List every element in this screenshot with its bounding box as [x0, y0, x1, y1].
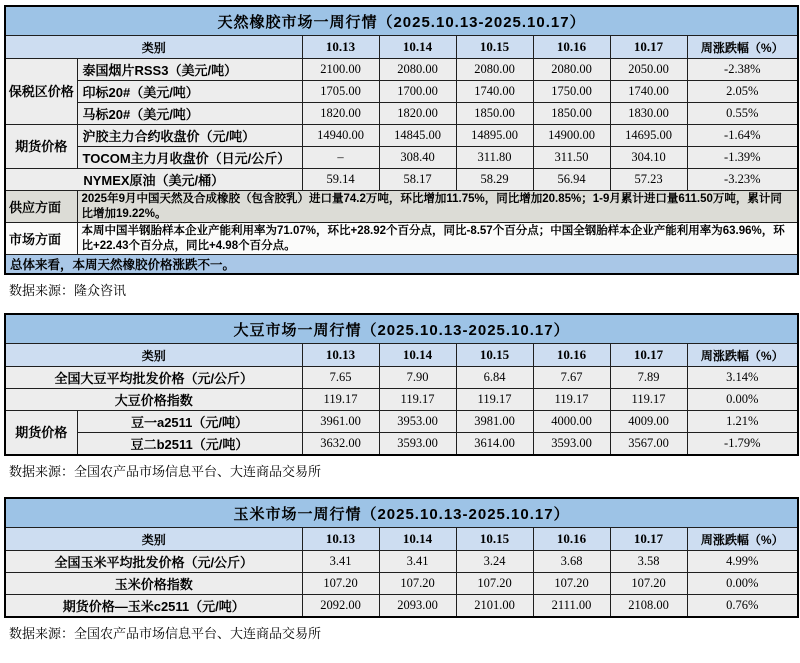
column-header-category: 类别: [5, 36, 302, 59]
corn-table-title: 玉米市场一周行情（2025.10.13-2025.10.17）: [5, 498, 798, 528]
table-row: [5, 147, 798, 169]
value-cell: 2093.00: [379, 595, 456, 618]
data-source: 数据来源：全国农产品市场信息平台、大连商品交易所: [9, 626, 322, 641]
column-header-date: 10.17: [610, 36, 687, 59]
value-cell: 3.68: [533, 551, 610, 573]
table-row: [5, 59, 798, 81]
value-cell: 311.80: [456, 147, 533, 169]
value-cell: 14695.00: [610, 125, 687, 147]
change-cell: 3.14%: [687, 367, 798, 389]
row-label: 豆一a2511（元/吨）: [77, 411, 302, 433]
column-header-date: 10.17: [610, 528, 687, 551]
change-cell: 0.00%: [687, 389, 798, 411]
value-cell: 1850.00: [533, 103, 610, 125]
value-cell: 59.14: [302, 169, 379, 191]
value-cell: 14940.00: [302, 125, 379, 147]
supply-label: 供应方面: [5, 191, 77, 223]
change-cell: -3.23%: [687, 169, 798, 191]
table-row: [5, 595, 798, 618]
value-cell: 2080.00: [379, 59, 456, 81]
corn-table: [4, 497, 799, 618]
value-cell: 3632.00: [302, 433, 379, 456]
change-cell: -1.64%: [687, 125, 798, 147]
row-label: 全国大豆平均批发价格（元/公斤）: [5, 367, 302, 389]
row-label: 印标20#（美元/吨）: [77, 81, 302, 103]
row-group-label: 期货价格: [5, 125, 77, 169]
value-cell: 1830.00: [610, 103, 687, 125]
value-cell: 3593.00: [533, 433, 610, 456]
row-label: TOCOM主力月收盘价（日元/公斤）: [77, 147, 302, 169]
value-cell: 2092.00: [302, 595, 379, 618]
column-header-date: 10.14: [379, 528, 456, 551]
change-cell: -1.39%: [687, 147, 798, 169]
value-cell: 1705.00: [302, 81, 379, 103]
column-header-change: 周涨跌幅（%）: [687, 528, 798, 551]
rubber-table-title: 天然橡胶市场一周行情（2025.10.13-2025.10.17）: [5, 6, 798, 36]
row-label: NYMEX原油（美元/桶）: [5, 169, 302, 191]
market-label: 市场方面: [5, 223, 77, 255]
column-header-date: 10.13: [302, 36, 379, 59]
table-row: [5, 573, 798, 595]
value-cell: 2080.00: [456, 59, 533, 81]
value-cell: 3.24: [456, 551, 533, 573]
row-label: 全国玉米平均批发价格（元/公斤）: [5, 551, 302, 573]
row-label: 泰国烟片RSS3（美元/吨）: [77, 59, 302, 81]
value-cell: 107.20: [456, 573, 533, 595]
value-cell: 58.17: [379, 169, 456, 191]
value-cell: 58.29: [456, 169, 533, 191]
table-row: [5, 367, 798, 389]
value-cell: 1740.00: [610, 81, 687, 103]
table-row: [5, 169, 798, 191]
value-cell: 119.17: [610, 389, 687, 411]
value-cell: 3961.00: [302, 411, 379, 433]
value-cell: 1820.00: [379, 103, 456, 125]
change-cell: 0.76%: [687, 595, 798, 618]
market-row: [5, 223, 798, 255]
corn-header-row: [5, 528, 798, 551]
column-header-change: 周涨跌幅（%）: [687, 36, 798, 59]
table-row: [5, 411, 798, 433]
soybean-header-row: [5, 344, 798, 367]
value-cell: 3.41: [302, 551, 379, 573]
value-cell: 56.94: [533, 169, 610, 191]
value-cell: 4009.00: [610, 411, 687, 433]
soybean-table: [4, 313, 799, 456]
column-header-date: 10.17: [610, 344, 687, 367]
value-cell: 3.58: [610, 551, 687, 573]
value-cell: 7.65: [302, 367, 379, 389]
value-cell: 107.20: [379, 573, 456, 595]
row-label: 期货价格—玉米c2511（元/吨）: [5, 595, 302, 618]
value-cell: 7.89: [610, 367, 687, 389]
value-cell: 119.17: [302, 389, 379, 411]
value-cell: 1750.00: [533, 81, 610, 103]
value-cell: 1700.00: [379, 81, 456, 103]
table-row: [5, 103, 798, 125]
column-header-date: 10.16: [533, 528, 610, 551]
value-cell: 57.23: [610, 169, 687, 191]
value-cell: 3.41: [379, 551, 456, 573]
column-header-date: 10.14: [379, 344, 456, 367]
value-cell: 304.10: [610, 147, 687, 169]
value-cell: 119.17: [379, 389, 456, 411]
value-cell: 2101.00: [456, 595, 533, 618]
column-header-date: 10.15: [456, 528, 533, 551]
value-cell: 2050.00: [610, 59, 687, 81]
value-cell: 107.20: [610, 573, 687, 595]
column-header-date: 10.13: [302, 344, 379, 367]
column-header-date: 10.13: [302, 528, 379, 551]
value-cell: 6.84: [456, 367, 533, 389]
market-note: 本周中国半钢胎样本企业产能利用率为71.07%，环比+28.92个百分点，同比-8.57个百分点；中国全钢胎样本企业产能利用率为63.96%，环比+22.43个百分点，同比+4.98个百分点。: [77, 223, 798, 255]
table-row: [5, 125, 798, 147]
data-source: 数据来源：全国农产品市场信息平台、大连商品交易所: [9, 464, 322, 479]
row-group-label: 保税区价格: [5, 59, 77, 125]
rubber-table: [4, 5, 799, 275]
table-row: [5, 433, 798, 456]
value-cell: 3614.00: [456, 433, 533, 456]
column-header-date: 10.15: [456, 36, 533, 59]
column-header-change: 周涨跌幅（%）: [687, 344, 798, 367]
value-cell: 119.17: [533, 389, 610, 411]
column-header-date: 10.15: [456, 344, 533, 367]
change-cell: 0.00%: [687, 573, 798, 595]
row-label: 马标20#（美元/吨）: [77, 103, 302, 125]
value-cell: 1740.00: [456, 81, 533, 103]
table-row: [5, 81, 798, 103]
soybean-table-title: 大豆市场一周行情（2025.10.13-2025.10.17）: [5, 314, 798, 344]
value-cell: 2080.00: [533, 59, 610, 81]
summary-note: 总体来看，本周天然橡胶价格涨跌不一。: [5, 255, 798, 275]
row-label: 沪胶主力合约收盘价（元/吨）: [77, 125, 302, 147]
value-cell: 3567.00: [610, 433, 687, 456]
value-cell: 14900.00: [533, 125, 610, 147]
row-group-label: 期货价格: [5, 411, 77, 456]
value-cell: 3593.00: [379, 433, 456, 456]
change-cell: -2.38%: [687, 59, 798, 81]
value-cell: –: [302, 147, 379, 169]
value-cell: 14895.00: [456, 125, 533, 147]
value-cell: 119.17: [456, 389, 533, 411]
value-cell: 1850.00: [456, 103, 533, 125]
table-row: [5, 389, 798, 411]
column-header-date: 10.16: [533, 36, 610, 59]
change-cell: -1.79%: [687, 433, 798, 456]
supply-note: 2025年9月中国天然及合成橡胶（包含胶乳）进口量74.2万吨，环比增加11.75%，同比增加20.85%；1-9月累计进口量611.50万吨，累计同比增加19.22%。: [77, 191, 798, 223]
value-cell: 4000.00: [533, 411, 610, 433]
change-cell: 0.55%: [687, 103, 798, 125]
value-cell: 2100.00: [302, 59, 379, 81]
value-cell: 3953.00: [379, 411, 456, 433]
column-header-date: 10.14: [379, 36, 456, 59]
change-cell: 1.21%: [687, 411, 798, 433]
value-cell: 3981.00: [456, 411, 533, 433]
table-row: [5, 551, 798, 573]
value-cell: 311.50: [533, 147, 610, 169]
data-source: 数据来源：隆众咨讯: [9, 283, 127, 298]
column-header-category: 类别: [5, 344, 302, 367]
row-label: 玉米价格指数: [5, 573, 302, 595]
supply-row: [5, 191, 798, 223]
column-header-category: 类别: [5, 528, 302, 551]
value-cell: 1820.00: [302, 103, 379, 125]
value-cell: 107.20: [302, 573, 379, 595]
value-cell: 14845.00: [379, 125, 456, 147]
rubber-header-row: [5, 36, 798, 59]
value-cell: 2111.00: [533, 595, 610, 618]
change-cell: 2.05%: [687, 81, 798, 103]
value-cell: 7.90: [379, 367, 456, 389]
row-label: 大豆价格指数: [5, 389, 302, 411]
column-header-date: 10.16: [533, 344, 610, 367]
value-cell: 2108.00: [610, 595, 687, 618]
summary-row: [5, 255, 798, 275]
value-cell: 107.20: [533, 573, 610, 595]
value-cell: 7.67: [533, 367, 610, 389]
change-cell: 4.99%: [687, 551, 798, 573]
value-cell: 308.40: [379, 147, 456, 169]
row-label: 豆二b2511（元/吨）: [77, 433, 302, 456]
